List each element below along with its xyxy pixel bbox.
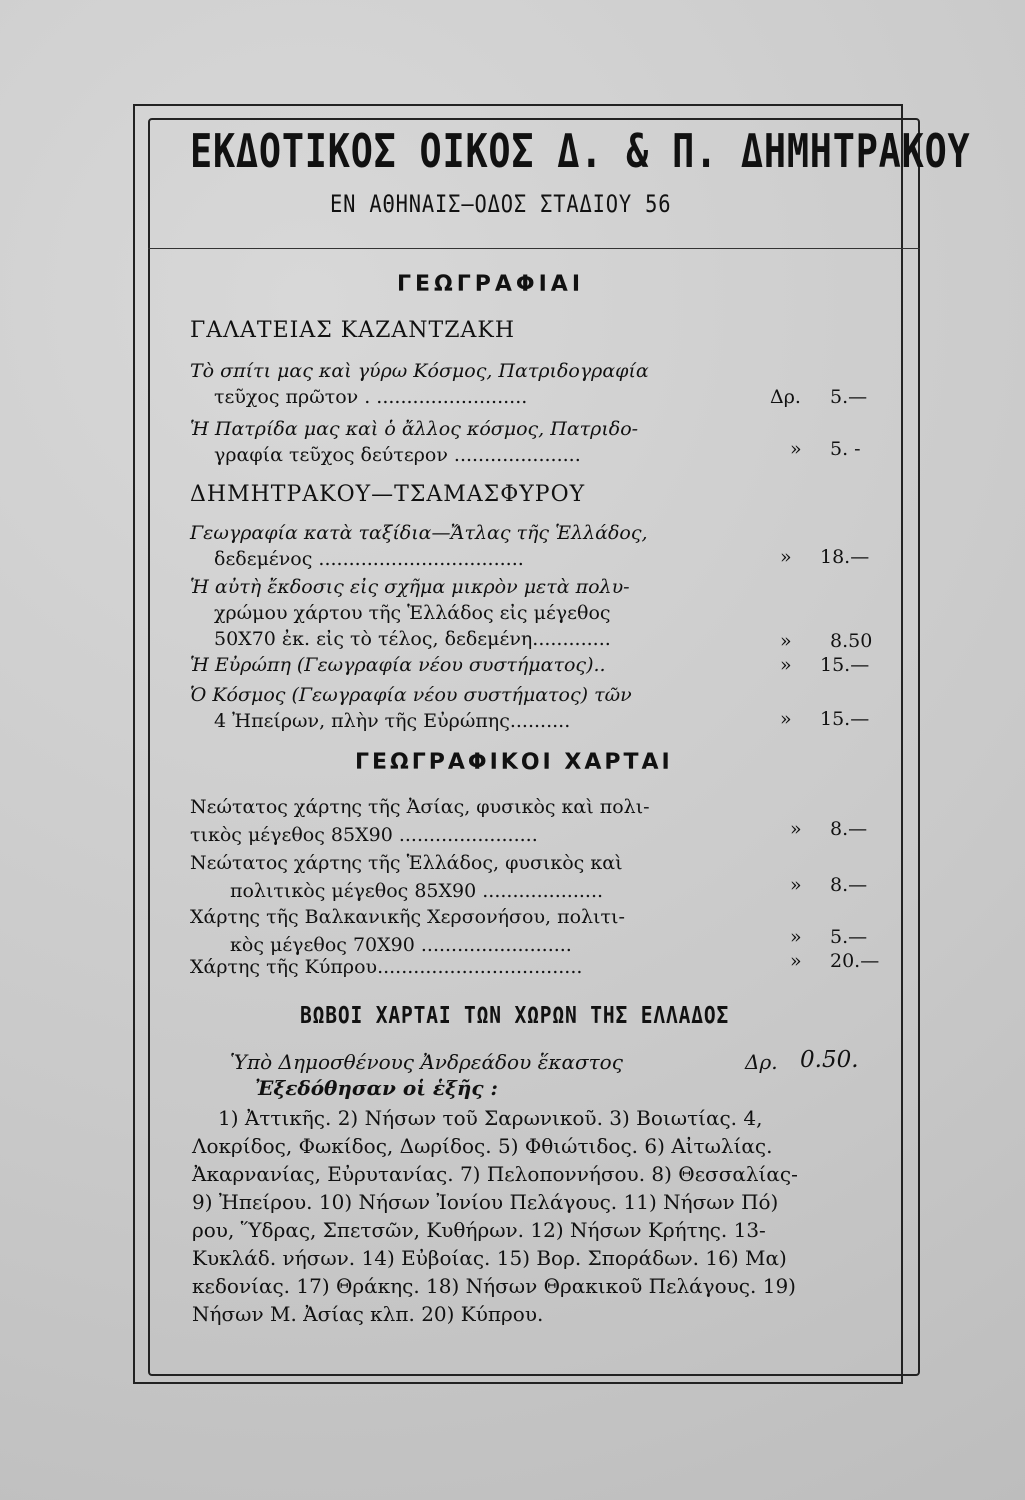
item-price: 15.— — [820, 708, 870, 730]
section-heading-maps: ΓΕΩΓΡΑΦΙΚΟΙ ΧΑΡΤΑΙ — [355, 750, 673, 775]
item-price: 5.— — [830, 926, 868, 948]
publisher-address: ΕΝ ΑΘΗΝΑΙΣ—ΟΔΟΣ ΣΤΑΔΙΟΥ 56 — [330, 190, 672, 218]
item-price: 15.— — [820, 654, 870, 676]
wall-maps-list-line: κεδονίας. 17) Θράκης. 18) Νήσων Θρακικοῦ Πελάγους. 19) — [192, 1274, 796, 1298]
item-line: τεῦχος πρῶτον . ......................... — [214, 386, 528, 408]
item-line: 50Χ70 ἐκ. εἰς τὸ τέλος, δεδεμένη............. — [214, 628, 611, 650]
item-line: Ἡ αὐτὴ ἔκδοσις εἰς σχῆμα μικρὸν μετὰ πολυ- — [190, 576, 630, 598]
item-currency: » — [790, 950, 802, 972]
item-currency: » — [780, 630, 792, 652]
author-name: ΓΑΛΑΤΕΙΑΣ ΚΑΖΑΝΤΖΑΚΗ — [190, 318, 516, 343]
item-currency: » — [790, 926, 802, 948]
wall-maps-list-line: ρου, Ὕδρας, Σπετσῶν, Κυθήρων. 12) Νήσων Κρήτης. 13- — [192, 1218, 766, 1242]
item-line: Γεωγραφία κατὰ ταξίδια—Ἄτλας τῆς Ἑλλάδος, — [190, 522, 648, 544]
item-price: 8.50 — [830, 630, 873, 652]
item-currency: » — [780, 546, 792, 568]
author-name: ΔΗΜΗΤΡΑΚΟΥ—ΤΣΑΜΑΣΦΥΡΟΥ — [190, 482, 586, 507]
item-price: 5. - — [830, 438, 861, 460]
wall-maps-list-line: 9) Ἠπείρου. 10) Νήσων Ἰονίου Πελάγους. 11) Νήσων Πό) — [192, 1190, 779, 1214]
wall-maps-list-line: Λοκρίδος, Φωκίδος, Δωρίδος. 5) Φθιώτιδος. 6) Αἰτωλίας. — [192, 1134, 773, 1158]
wall-maps-list-line: Κυκλάδ. νήσων. 14) Εὐβοίας. 15) Βορ. Σποράδων. 16) Μα) — [192, 1246, 787, 1270]
publisher-name: ΕΚΔΟΤΙΚΟΣ ΟΙΚΟΣ Δ. & Π. ΔΗΜΗΤΡΑΚΟΥ — [190, 124, 971, 178]
item-currency: » — [790, 818, 802, 840]
item-line: χρώμου χάρτου τῆς Ἑλλάδος εἰς μέγεθος — [214, 602, 611, 624]
item-line: Τὸ σπίτι μας καὶ γύρω Κόσμος, Πατριδογραφία — [190, 360, 649, 382]
item-line: Ἡ Πατρίδα μας καὶ ὁ ἄλλος κόσμος, Πατριδο- — [190, 418, 639, 440]
item-line: Νεώτατος χάρτης τῆς Ἑλλάδος, φυσικὸς καὶ — [190, 852, 623, 874]
item-price: 8.— — [830, 818, 868, 840]
wall-maps-list-line: Ἀκαρνανίας, Εὐρυτανίας. 7) Πελοποννήσου. 8) Θεσσαλίας- — [192, 1162, 798, 1186]
item-price: 20.— — [830, 950, 880, 972]
item-line: Χάρτης τῆς Κύπρου.................................. — [190, 956, 583, 978]
item-price: 8.— — [830, 874, 868, 896]
item-line: τικὸς μέγεθος 85Χ90 ....................... — [190, 824, 538, 846]
header-divider — [148, 248, 920, 249]
item-line: Ἡ Εὐρώπη (Γεωγραφία νέου συστήματος).. — [190, 654, 606, 676]
item-line: 4 Ἠπείρων, πλὴν τῆς Εὐρώπης.......... — [214, 710, 571, 732]
item-currency: » — [790, 438, 802, 460]
inner-border — [148, 118, 971, 1376]
wall-maps-price: 0.50. — [800, 1047, 859, 1073]
item-line: Ὁ Κόσμος (Γεωγραφία νέου συστήματος) τῶν — [190, 684, 632, 706]
item-line: κὸς μέγεθος 70Χ90 ......................... — [230, 934, 572, 956]
item-currency: Δρ. — [770, 386, 801, 408]
item-line: δεδεμένος .................................. — [214, 548, 524, 570]
item-currency: » — [780, 708, 792, 730]
wall-maps-list-line: Νήσων Μ. Ἀσίας κλπ. 20) Κύπρου. — [192, 1302, 544, 1326]
item-line: πολιτικὸς μέγεθος 85Χ90 .................... — [230, 880, 604, 902]
wall-maps-currency: Δρ. — [745, 1050, 778, 1074]
item-price: 5.— — [830, 386, 868, 408]
item-line: γραφία τεῦχος δεύτερον ..................... — [214, 444, 581, 466]
wall-maps-byline: Ὑπὸ Δημοσθένους Ἀνδρεάδου ἕκαστος — [230, 1050, 623, 1074]
wall-maps-published-label: Ἐξεδόθησαν οἱ ἑξῆς : — [255, 1076, 498, 1100]
wall-maps-list-line: 1) Ἀττικῆς. 2) Νήσων τοῦ Σαρωνικοῦ. 3) Βοιωτίας. 4, — [218, 1106, 763, 1130]
item-currency: » — [780, 654, 792, 676]
item-line: Χάρτης τῆς Βαλκανικῆς Χερσονήσου, πολιτι- — [190, 906, 625, 928]
item-line: Νεώτατος χάρτης τῆς Ἀσίας, φυσικὸς καὶ πολι- — [190, 796, 650, 818]
section-heading-geography: ΓΕΩΓΡΑΦΙΑΙ — [397, 272, 585, 297]
item-price: 18.— — [820, 546, 870, 568]
item-currency: » — [790, 874, 802, 896]
section-heading-wall-maps: ΒΩΒΟΙ ΧΑΡΤΑΙ ΤΩΝ ΧΩΡΩΝ ΤΗΣ ΕΛΛΑΔΟΣ — [300, 1003, 730, 1029]
